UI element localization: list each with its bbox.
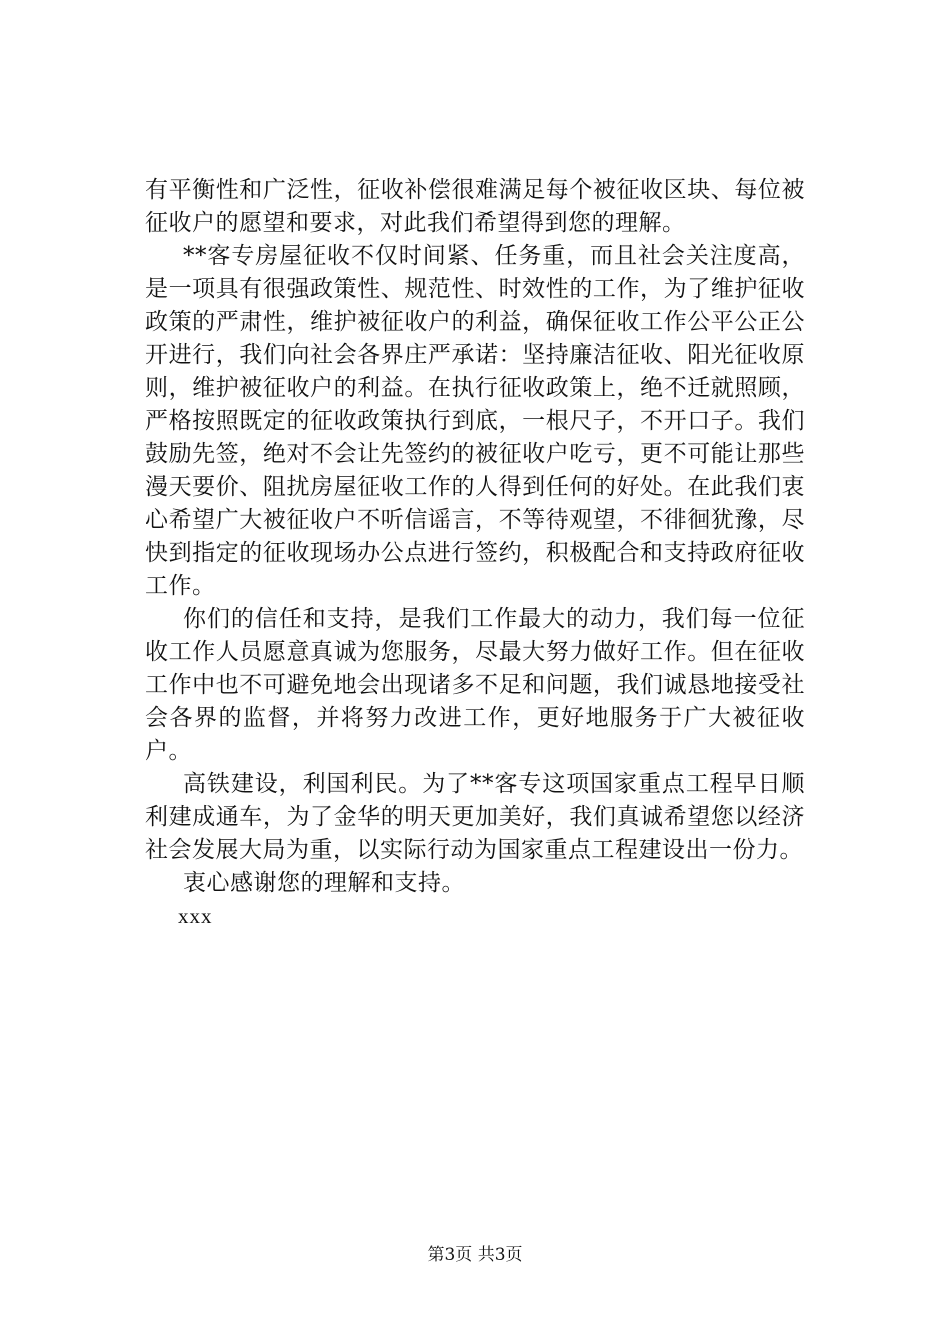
page-number: 第3页 共3页 bbox=[427, 1245, 523, 1265]
paragraph-commitment: **客专房屋征收不仅时间紧、任务重，而且社会关注度高，是一项具有很强政策性、规范性、时效性的工作，为了维护征收政策的严肃性，维护被征收户的利益，确保征收工作公平公正公开进行，我们向社会各界庄严承诺：坚持廉洁征收、阳光征收原则，维护被征收户的利益。在执行征收政策上，绝不迁就照顾，严格按照既定的征收政策执行到底，一根尺子，不开口子。我们鼓励先签，绝对不会让先签约的被征收户吃亏，更不可能让那些漫天要价、阻扰房屋征收工作的人得到任何的好处。在此我们衷心希望广大被征收户不听信谣言，不等待观望，不徘徊犹豫，尽快到指定的征收现场办公点进行签约，积极配合和支持政府征收工作。 bbox=[145, 243, 805, 599]
signature: xxx bbox=[178, 904, 213, 928]
paragraph-trust-support: 你们的信任和支持，是我们工作最大的动力，我们每一位征收工作人员愿意真诚为您服务，尽最大努力做好工作。但在征收工作中也不可避免地会出现诸多不足和问题，我们诚恳地接受社会各界的监督，并将努力改进工作，更好地服务于广大被征收户。 bbox=[145, 606, 805, 764]
paragraph-high-speed-rail: 高铁建设，利国利民。为了**客专这项国家重点工程早日顺利建成通车，为了金华的明天更加美好，我们真诚希望您以经济社会发展大局为重，以实际行动为国家重点工程建设出一份力。 bbox=[145, 771, 805, 863]
page-footer bbox=[0, 1243, 950, 1267]
document-body bbox=[145, 174, 805, 933]
paragraph-continued: 有平衡性和广泛性，征收补偿很难满足每个被征收区块、每位被征收户的愿望和要求，对此我们希望得到您的理解。 bbox=[145, 177, 805, 236]
paragraph-thanks: 衷心感谢您的理解和支持。 bbox=[183, 870, 465, 896]
